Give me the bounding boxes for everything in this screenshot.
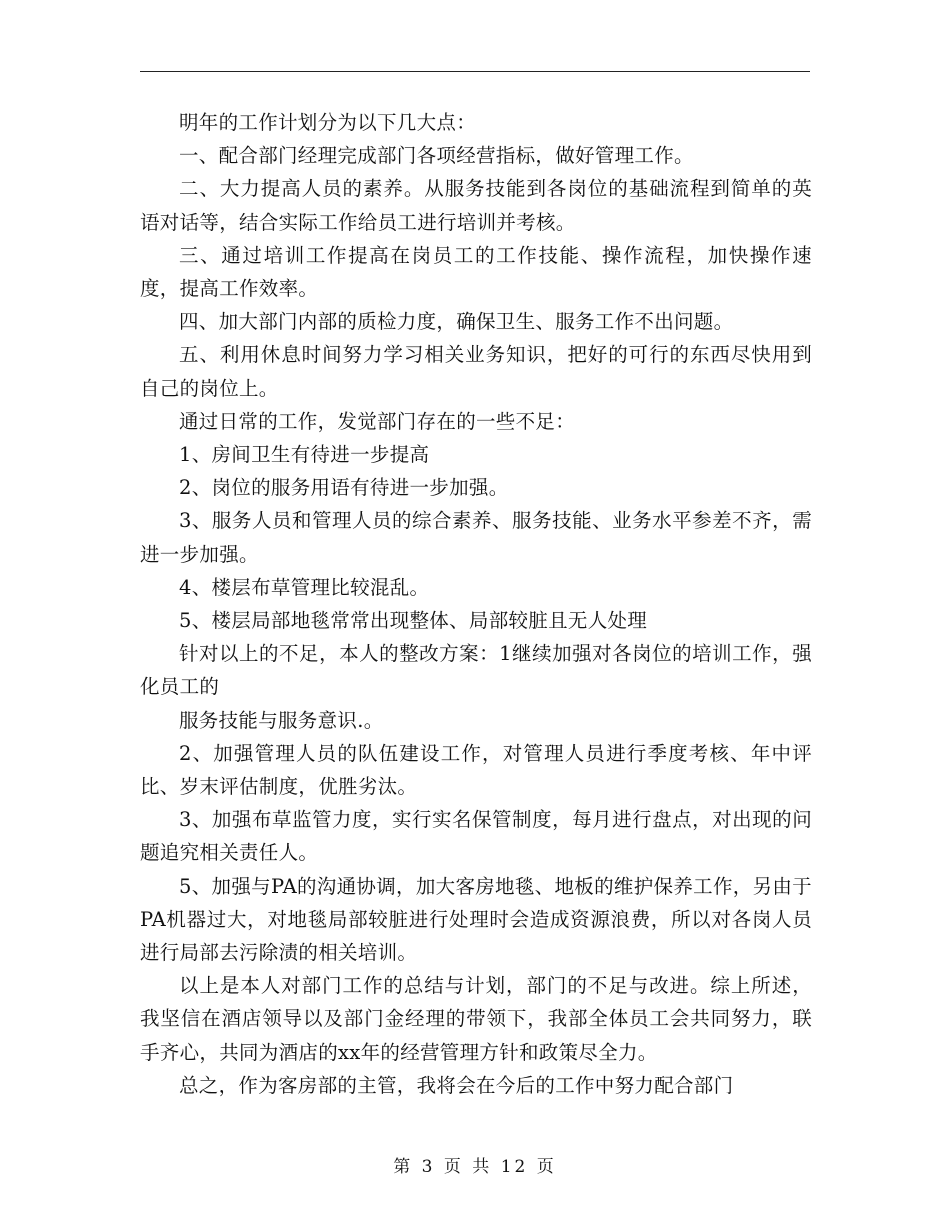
document-body — [140, 106, 812, 1102]
paragraph: 三、通过培训工作提高在岗员工的工作技能、操作流程，加快操作速度，提高工作效率。 — [140, 243, 812, 301]
paragraph: 以上是本人对部门工作的总结与计划，部门的不足与改进。综上所述，我坚信在酒店领导以及部门金经理的带领下，我部全体员工会共同努力，联手齐心，共同为酒店的xx年的经营管理方针和政策尽全力。 — [140, 974, 812, 1064]
paragraph: 5、楼层局部地毯常常出现整体、局部较脏且无人处理 — [179, 609, 648, 633]
paragraph: 1、房间卫生有待进一步提高 — [179, 443, 430, 467]
paragraph: 通过日常的工作，发觉部门存在的一些不足： — [179, 409, 576, 433]
paragraph: 5、加强与PA的沟通协调，加大客房地毯、地板的维护保养工作，另由于PA机器过大，对地毯局部较脏进行处理时会造成资源浪费，所以对各岗人员进行局部去污除渍的相关培训。 — [140, 874, 812, 965]
paragraph: 二、大力提高人员的素养。从服务技能到各岗位的基础流程到简单的英语对话等，结合实际工作给员工进行培训并考核。 — [140, 177, 812, 234]
paragraph: 明年的工作计划分为以下几大点： — [179, 111, 477, 134]
paragraph: 四、加大部门内部的质检力度，确保卫生、服务工作不出问题。 — [179, 310, 734, 334]
paragraph: 2、加强管理人员的队伍建设工作，对管理人员进行季度考核、年中评比、岁末评估制度，优胜劣汰。 — [140, 741, 812, 799]
paragraph: 服务技能与服务意识.。 — [179, 708, 384, 732]
paragraph: 3、服务人员和管理人员的综合素养、服务技能、业务水平参差不齐，需进一步加强。 — [140, 509, 812, 566]
paragraph: 4、楼层布草管理比较混乱。 — [179, 575, 430, 599]
paragraph: 五、利用休息时间努力学习相关业务知识，把好的可行的东西尽快用到自己的岗位上。 — [140, 343, 812, 400]
page-number-footer: 第 3 页 共 12 页 — [393, 1157, 557, 1177]
header-rule — [140, 71, 810, 72]
paragraph: 3、加强布草监管力度，实行实名保管制度，每月进行盘点，对出现的问题追究相关责任人。 — [140, 808, 812, 865]
paragraph: 针对以上的不足，本人的整改方案：1继续加强对各岗位的培训工作，强化员工的 — [140, 642, 812, 699]
paragraph: 一、配合部门经理完成部门各项经营指标，做好管理工作。 — [179, 144, 694, 168]
paragraph: 2、岗位的服务用语有待进一步加强。 — [179, 476, 509, 500]
paragraph: 总之，作为客房部的主管，我将会在今后的工作中努力配合部门 — [179, 1073, 734, 1097]
